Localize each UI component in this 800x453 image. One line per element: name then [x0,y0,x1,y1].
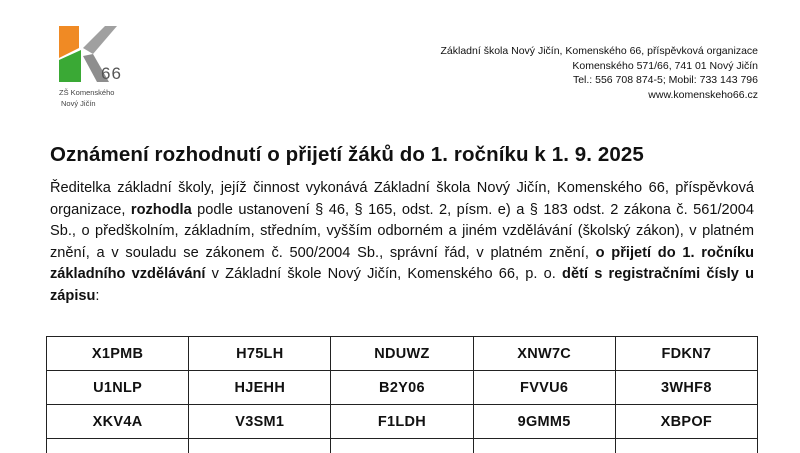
table-row [47,371,758,405]
body-bold-3: dětí s registračními čísly u zápisu [50,266,754,304]
registration-code-cell: FVVU6 [473,371,615,405]
logo-gray-upper [83,26,117,54]
body-part-2: podle ustanovení § 46, § 165, odst. 2, písm. e) a § 183 odst. 2 zákona č. 561/2004 Sb., o předškolním, základním, středním, vyšším odborném a jiném vzdělávání (školský zákon), v platném znění, a v souladu se zákonem č. 500/2004 Sb., správní řád, v platném znění, [50,202,754,261]
header-address: Komenského 571/66, 741 01 Nový Jičín [441,59,759,74]
registration-code-cell: HJEHH [189,371,331,405]
logo-caption-line1: ZŠ Komenského [59,87,114,98]
registration-code-cell: NDUWZ [331,337,473,371]
logo-caption [59,87,114,109]
announcement-text [50,178,754,307]
body-part-3: v Základní škole Nový Jičín, Komenského 66, p. o. [205,266,562,282]
registration-code-cell: V3SM1 [189,405,331,439]
header-contact [441,44,759,102]
registration-code-cell: 3WHF8 [615,371,757,405]
registration-code-cell-empty [189,439,331,453]
table-row-partial [47,439,758,453]
registration-code-cell-empty [331,439,473,453]
body-part-1: Ředitelka základní školy, jejíž činnost vykonává Základní škola Nový Jičín, Komenského 66, příspěvková organizace, [50,180,754,218]
registration-code-cell: XKV4A [47,405,189,439]
logo-number: 66 [101,64,122,84]
registration-code-cell: X1PMB [47,337,189,371]
registration-code-cell: F1LDH [331,405,473,439]
body-bold-2: o přijetí do 1. ročníku základního vzdělávání [50,245,754,283]
body-bold-1: rozhodla [131,202,192,218]
table-row [47,405,758,439]
registration-code-cell-empty [615,439,757,453]
header-phone: Tel.: 556 708 874-5; Mobil: 733 143 796 [441,73,759,88]
page-title: Oznámení rozhodnutí o přijetí žáků do 1. ročníku k 1. 9. 2025 [50,143,644,167]
registration-code-cell: XBPOF [615,405,757,439]
registration-code-cell: B2Y06 [331,371,473,405]
registration-code-cell: FDKN7 [615,337,757,371]
registration-code-cell-empty [47,439,189,453]
registration-code-cell: U1NLP [47,371,189,405]
body-part-4: : [95,288,99,304]
registration-code-cell: H75LH [189,337,331,371]
header-website: www.komenskeho66.cz [441,88,759,103]
registration-codes-table [46,336,758,453]
header-school-name: Základní škola Nový Jičín, Komenského 66, příspěvková organizace [441,44,759,59]
logo-caption-line2: Nový Jičín [59,98,114,109]
table-row [47,337,758,371]
registration-code-cell: 9GMM5 [473,405,615,439]
registration-code-cell: XNW7C [473,337,615,371]
registration-code-cell-empty [473,439,615,453]
